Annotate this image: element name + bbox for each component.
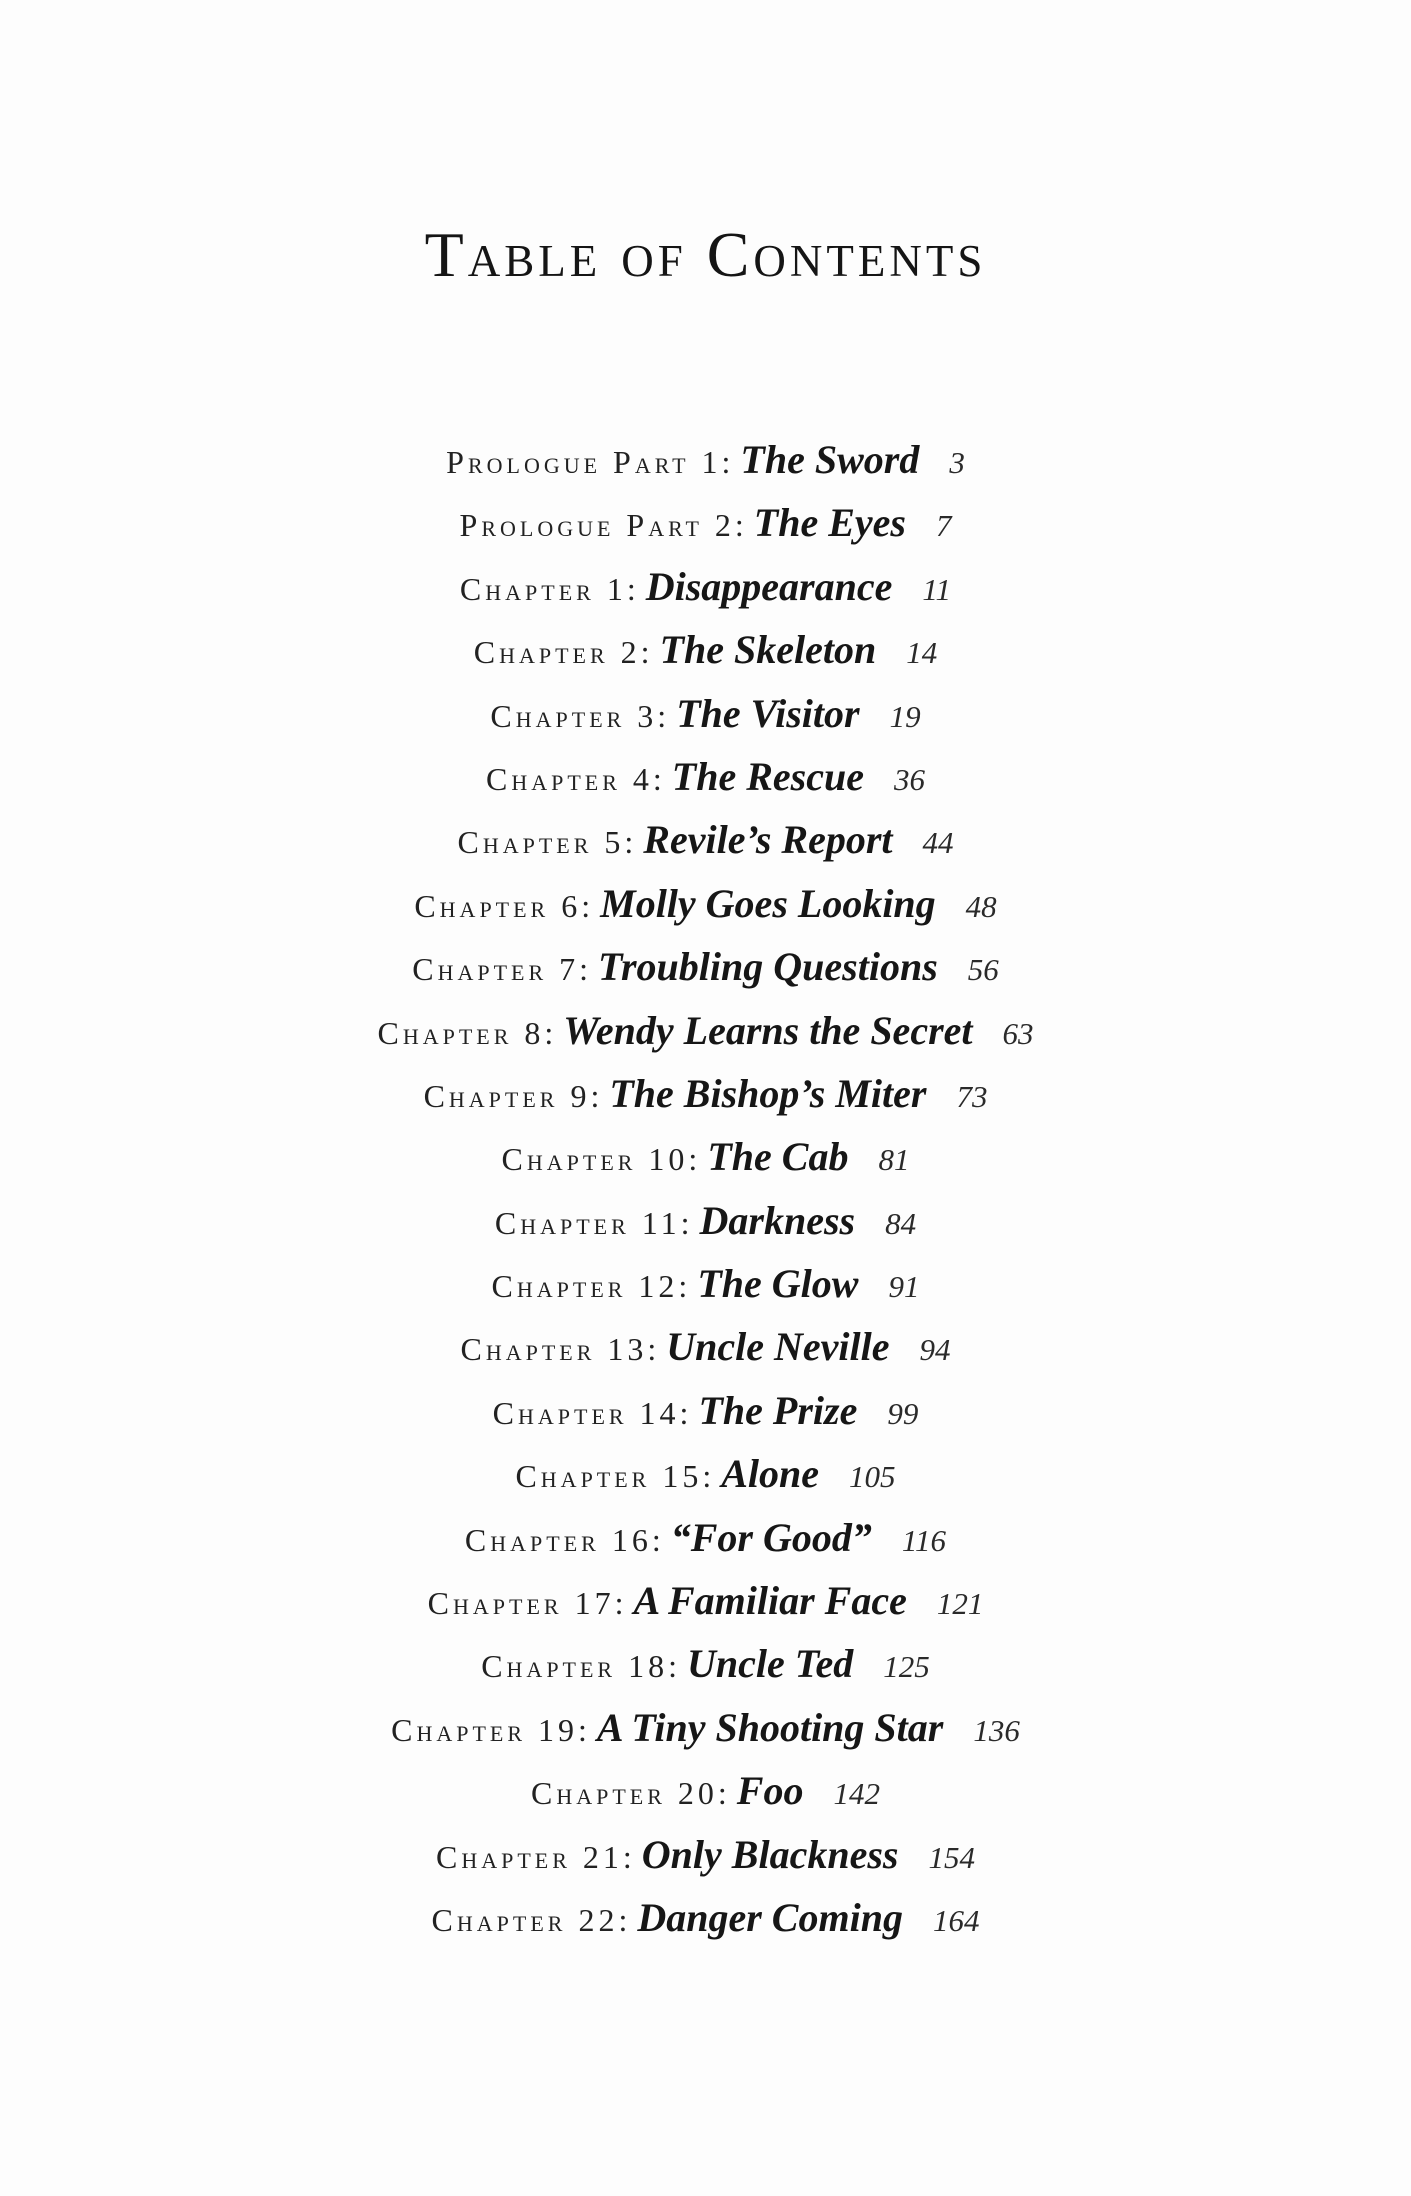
toc-entry-title: The Visitor [676,690,860,736]
toc-entry-page: 48 [965,888,997,924]
toc-entry [0,555,1411,618]
toc-entry [0,491,1411,554]
toc-entry-label: Chapter 19: [391,1711,591,1748]
toc-entry-label: Chapter 4: [486,760,666,797]
toc-entry-label: Chapter 7: [412,951,593,988]
toc-entry-page: 14 [906,635,938,671]
toc-entry-label: Chapter 8: [377,1014,558,1051]
toc-entry-page: 3 [949,445,965,480]
toc-entry-label: Chapter 20: [531,1775,731,1812]
toc-entry-page: 121 [936,1586,984,1622]
toc-entry-label: Chapter 22: [431,1901,632,1938]
toc-entry [0,428,1411,491]
toc-entry-title: Disappearance [645,563,893,609]
toc-entry [0,999,1411,1062]
toc-entry-title: The Sword [740,437,920,482]
toc-entry-label: Chapter 10: [501,1141,702,1178]
toc-entry [0,1886,1411,1949]
toc-entry [0,1252,1411,1315]
toc-entry-title: Wendy Learns the Secret [563,1007,973,1053]
toc-entry [0,935,1411,998]
toc-entry-page: 84 [885,1205,917,1241]
toc-entry-title: Foo [736,1768,804,1814]
toc-entry-page: 63 [1002,1015,1034,1051]
toc-entry-title: Molly Goes Looking [600,880,936,926]
toc-entry [0,1759,1411,1822]
toc-entry-title: Uncle Ted [687,1641,854,1687]
toc-entry-page: 142 [833,1776,880,1812]
toc-entry-page: 91 [888,1269,920,1305]
toc-entry-label: Chapter 17: [427,1585,628,1622]
toc-entry [0,745,1411,808]
toc-entry-label: Chapter 21: [436,1838,636,1875]
toc-entry [0,1506,1411,1569]
toc-entry-label: Chapter 12: [491,1268,692,1305]
toc-entry-title: The Cab [707,1134,849,1180]
toc-entry-title: The Eyes [753,500,906,546]
toc-entry-page: 99 [887,1395,919,1431]
toc-entry-page: 154 [928,1839,975,1875]
toc-entry-page: 73 [956,1078,988,1114]
toc-entry-title: The Prize [698,1387,858,1433]
toc-entry-label: Chapter 15: [515,1458,716,1495]
table-of-contents [0,428,1411,1949]
toc-entry [0,1442,1411,1505]
toc-entry-label: Chapter 9: [423,1077,604,1114]
toc-entry-title: Troubling Questions [598,944,938,990]
toc-entry [0,1379,1411,1442]
toc-entry-title: The Bishop’s Miter [609,1070,927,1116]
toc-entry [0,1569,1411,1632]
toc-entry-label: Chapter 13: [460,1331,661,1368]
toc-entry-title: Darkness [699,1197,856,1243]
toc-entry [0,1062,1411,1125]
toc-entry-title: The Rescue [671,753,864,799]
toc-entry-title: The Glow [697,1261,859,1307]
toc-entry-label: Prologue Part 2: [459,507,748,544]
toc-entry-title: Uncle Neville [666,1324,890,1370]
toc-entry-title: Revile’s Report [643,817,893,863]
toc-entry-page: 7 [935,508,952,544]
toc-entry-title: A Familiar Face [633,1578,907,1624]
toc-entry-label: Chapter 5: [457,824,638,861]
toc-entry-title: Alone [721,1451,820,1497]
toc-entry-label: Chapter 11: [494,1204,694,1241]
toc-entry-page: 11 [922,571,952,607]
toc-entry-page: 36 [893,761,925,797]
toc-entry-page: 136 [973,1712,1020,1748]
toc-entry [0,808,1411,871]
toc-entry [0,1823,1411,1886]
toc-entry-page: 116 [901,1522,947,1558]
toc-entry-label: Chapter 3: [490,697,671,734]
toc-entry [0,872,1411,935]
toc-entry-title: The Skeleton [659,627,877,673]
toc-entry-label: Chapter 14: [492,1394,693,1431]
toc-entry-page: 19 [889,698,921,734]
toc-entry-page: 44 [922,825,954,861]
toc-entry [0,1315,1411,1378]
toc-entry [0,1632,1411,1695]
toc-entry [0,1125,1411,1188]
toc-entry-page: 94 [919,1332,951,1368]
toc-entry [0,618,1411,681]
toc-entry-page: 56 [967,952,999,988]
toc-entry-label: Chapter 2: [473,634,654,671]
toc-entry [0,682,1411,745]
toc-entry-title: Danger Coming [637,1894,903,1940]
toc-entry [0,1696,1411,1759]
toc-entry-label: Chapter 18: [481,1648,681,1685]
toc-entry-page: 125 [883,1649,930,1685]
toc-entry-title: Only Blackness [641,1831,899,1877]
toc-entry-label: Chapter 1: [459,570,640,607]
toc-entry-title: “For Good” [670,1514,872,1560]
toc-entry-title: A Tiny Shooting Star [596,1704,944,1750]
toc-entry-label: Prologue Part 1: [446,444,735,480]
toc-entry-label: Chapter 6: [414,887,595,924]
toc-entry-page: 164 [932,1902,980,1938]
page-title: Table of Contents [424,218,987,290]
toc-entry [0,1189,1411,1252]
toc-entry-page: 105 [849,1459,896,1495]
toc-entry-label: Chapter 16: [464,1521,665,1558]
toc-entry-page: 81 [878,1142,910,1178]
